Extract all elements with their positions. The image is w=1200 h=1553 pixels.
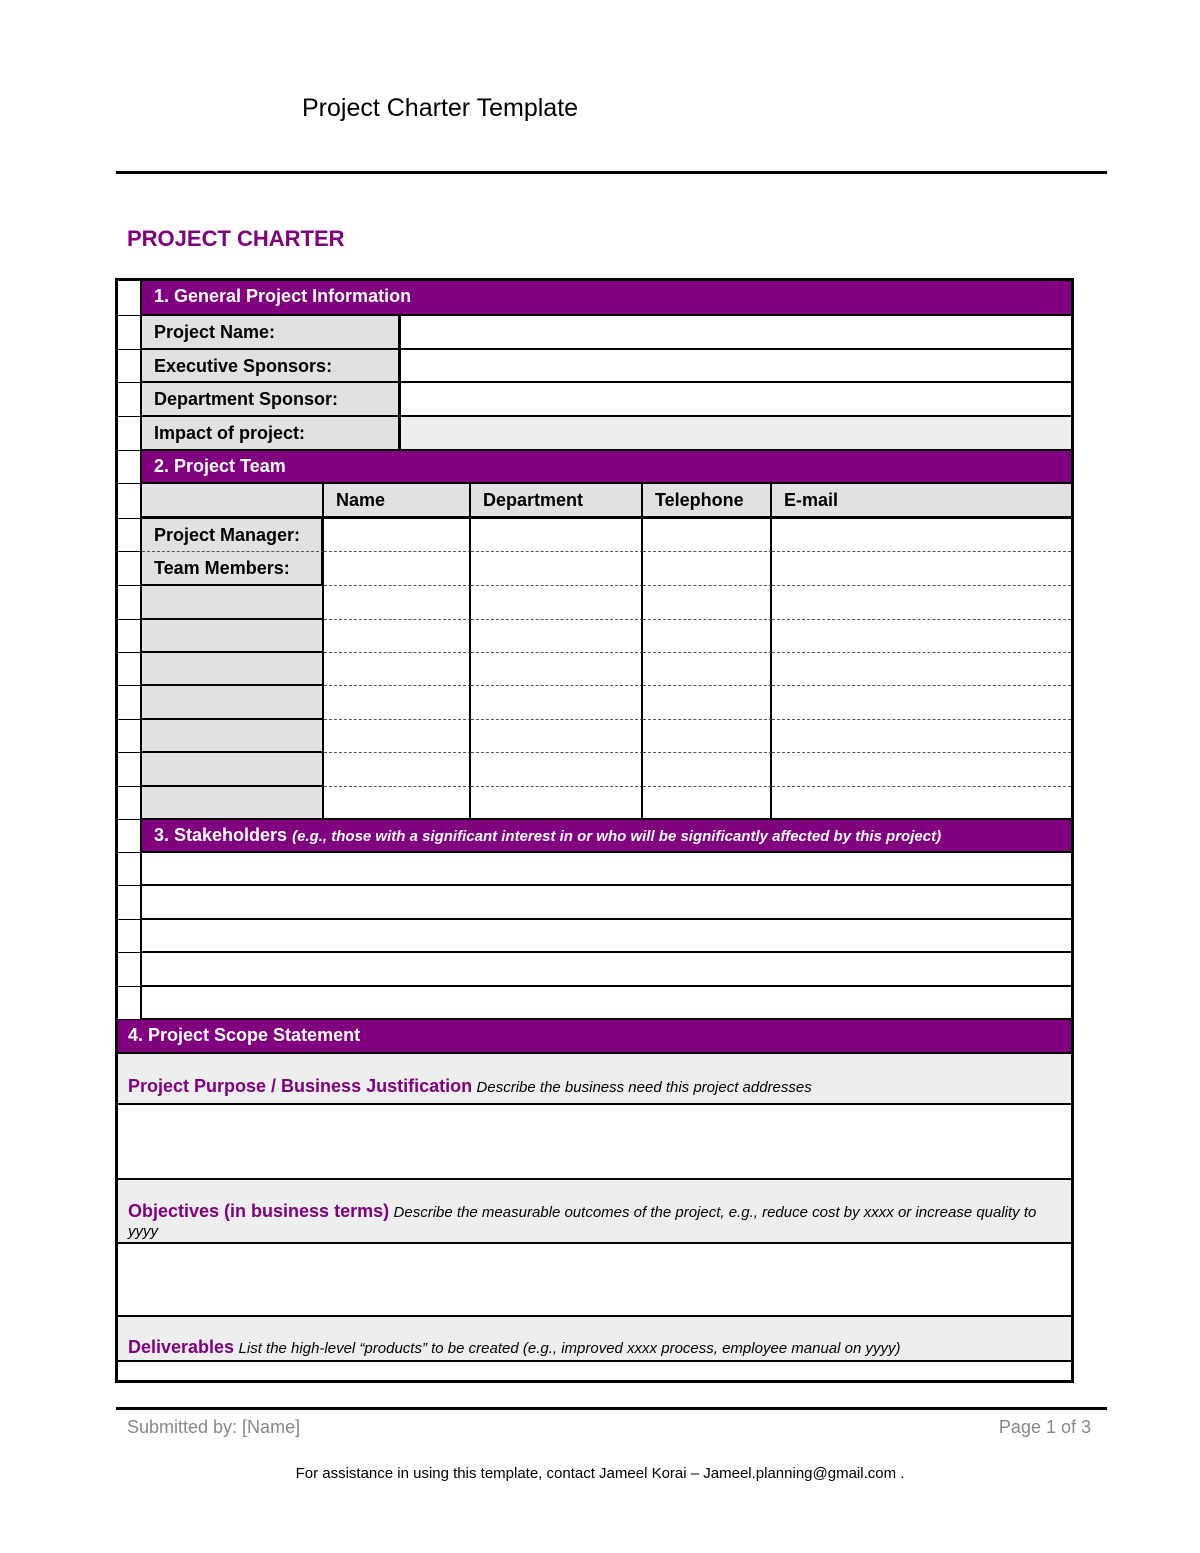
team-name-field[interactable] — [324, 653, 471, 686]
team-email-field[interactable] — [772, 620, 1071, 653]
row-marker — [118, 787, 142, 820]
team-member-row — [118, 720, 1071, 753]
assistance-note: For assistance in using this template, contact Jameel Korai – Jameel.planning@gmail.com . — [295, 1465, 905, 1482]
team-member-row — [118, 653, 1071, 686]
row-marker — [118, 484, 142, 519]
purpose-header — [118, 1054, 1071, 1105]
row-marker — [118, 820, 142, 853]
column-header-name: Name — [324, 484, 471, 519]
executive-sponsors-field[interactable] — [401, 350, 1071, 383]
section1-title: 1. General Project Information — [142, 281, 1071, 316]
section3-note: (e.g., those with a significant interest in or who will be significantly affected by this project) — [292, 828, 942, 845]
top-divider — [116, 171, 1107, 174]
row-marker — [118, 953, 142, 987]
purpose-description: Describe the business need this project addresses — [476, 1079, 812, 1096]
executive-sponsors-row — [118, 350, 1071, 383]
section4-title: 4. Project Scope Statement — [118, 1020, 1071, 1054]
row-marker — [118, 653, 142, 686]
row-marker — [118, 350, 142, 383]
row-marker — [118, 753, 142, 787]
deliverables-header — [118, 1317, 1071, 1362]
stakeholder-field[interactable] — [142, 853, 1071, 886]
row-marker — [118, 281, 142, 316]
team-department-field[interactable] — [471, 620, 643, 653]
team-department-field[interactable] — [471, 586, 643, 620]
impact-row — [118, 417, 1071, 451]
project-name-row — [118, 316, 1071, 350]
stakeholder-row — [118, 953, 1071, 987]
executive-sponsors-label: Executive Sponsors: — [142, 350, 401, 383]
team-role-field[interactable] — [142, 753, 324, 787]
team-member-row — [118, 620, 1071, 653]
team-header-row — [118, 484, 1071, 519]
stakeholder-row — [118, 920, 1071, 953]
team-telephone-field[interactable] — [643, 720, 772, 753]
team-member-row — [118, 787, 1071, 820]
team-email-field[interactable] — [772, 653, 1071, 686]
team-member-row — [118, 586, 1071, 620]
project-manager-row — [118, 519, 1071, 552]
row-marker — [118, 720, 142, 753]
impact-label: Impact of project: — [142, 417, 401, 451]
impact-field[interactable] — [401, 417, 1071, 451]
team-email-field[interactable] — [772, 552, 1071, 586]
deliverables-title: Deliverables — [128, 1337, 235, 1357]
section3-title: 3. Stakeholders — [154, 825, 288, 845]
column-header-telephone: Telephone — [643, 484, 772, 519]
row-marker — [118, 316, 142, 350]
page-number: Page 1 of 3 — [998, 1417, 1091, 1437]
purpose-field[interactable] — [118, 1105, 1071, 1180]
deliverables-description: List the high-level “products” to be created (e.g., improved xxxx process, employee manual on yyyy) — [238, 1340, 901, 1357]
team-name-field[interactable] — [324, 720, 471, 753]
team-department-field[interactable] — [471, 552, 643, 586]
team-name-field[interactable] — [324, 753, 471, 787]
team-telephone-field[interactable] — [643, 586, 772, 620]
objectives-body-row — [118, 1244, 1071, 1317]
stakeholder-row — [118, 987, 1071, 1020]
team-email-field[interactable] — [772, 686, 1071, 720]
row-marker — [118, 519, 142, 552]
objectives-header — [118, 1180, 1071, 1244]
row-marker — [118, 920, 142, 953]
section3-header — [142, 820, 1071, 853]
team-department-field[interactable] — [471, 686, 643, 720]
team-name-field[interactable] — [324, 620, 471, 653]
team-email-field[interactable] — [772, 519, 1071, 552]
objectives-title: Objectives (in business terms) — [128, 1201, 390, 1221]
team-department-field[interactable] — [471, 519, 643, 552]
purpose-title: Project Purpose / Business Justification — [128, 1076, 473, 1096]
team-department-field[interactable] — [471, 653, 643, 686]
team-telephone-field[interactable] — [643, 620, 772, 653]
team-department-field[interactable] — [471, 753, 643, 787]
team-name-field[interactable] — [324, 586, 471, 620]
department-sponsor-row — [118, 383, 1071, 417]
stakeholder-field[interactable] — [142, 987, 1071, 1020]
team-name-field[interactable] — [324, 787, 471, 820]
section2-title: 2. Project Team — [142, 451, 1071, 484]
row-marker — [118, 620, 142, 653]
stakeholder-field[interactable] — [142, 920, 1071, 953]
footer-divider — [116, 1407, 1107, 1410]
row-marker — [118, 987, 142, 1020]
team-member-row — [118, 753, 1071, 787]
stakeholder-row — [118, 853, 1071, 886]
team-role-field[interactable] — [142, 686, 324, 720]
document-title: Project Charter Template — [302, 94, 579, 122]
team-members-label: Team Members: — [142, 552, 324, 586]
purpose-body-row — [118, 1105, 1071, 1180]
department-sponsor-label: Department Sponsor: — [142, 383, 401, 417]
team-name-field[interactable] — [324, 519, 471, 552]
row-marker — [118, 853, 142, 886]
team-name-field[interactable] — [324, 686, 471, 720]
row-marker — [118, 586, 142, 620]
team-role-field[interactable] — [142, 653, 324, 686]
team-telephone-field[interactable] — [643, 552, 772, 586]
objectives-description: Describe the measurable outcomes of the project, e.g., reduce cost by xxxx or increase quality to yyyy — [128, 1204, 1037, 1240]
section2-header-row — [118, 451, 1071, 484]
project-name-label: Project Name: — [142, 316, 401, 350]
column-header-department: Department — [471, 484, 643, 519]
charter-heading: PROJECT CHARTER — [127, 226, 345, 251]
team-role-field[interactable] — [142, 720, 324, 753]
column-header-email: E-mail — [772, 484, 1071, 519]
purpose-header-row — [118, 1054, 1071, 1105]
team-email-field[interactable] — [772, 753, 1071, 787]
team-telephone-field[interactable] — [643, 787, 772, 820]
team-telephone-field[interactable] — [643, 519, 772, 552]
row-marker — [118, 552, 142, 586]
stakeholder-row — [118, 886, 1071, 920]
deliverables-header-row — [118, 1317, 1071, 1362]
project-name-field[interactable] — [401, 316, 1071, 350]
stakeholder-field[interactable] — [142, 886, 1071, 920]
row-marker — [118, 417, 142, 451]
team-role-field[interactable] — [142, 787, 324, 820]
section1-header-row — [118, 281, 1071, 316]
objectives-field[interactable] — [118, 1244, 1071, 1317]
team-telephone-field[interactable] — [643, 686, 772, 720]
team-telephone-field[interactable] — [643, 753, 772, 787]
team-header-blank — [142, 484, 324, 519]
project-charter-form — [115, 278, 1074, 1383]
team-member-row — [118, 686, 1071, 720]
team-email-field[interactable] — [772, 787, 1071, 820]
team-telephone-field[interactable] — [643, 653, 772, 686]
team-email-field[interactable] — [772, 586, 1071, 620]
stakeholder-field[interactable] — [142, 953, 1071, 987]
team-department-field[interactable] — [471, 720, 643, 753]
team-department-field[interactable] — [471, 787, 643, 820]
team-name-field[interactable] — [324, 552, 471, 586]
deliverables-field[interactable] — [118, 1362, 1071, 1380]
row-marker — [118, 686, 142, 720]
row-marker — [118, 383, 142, 417]
project-manager-label: Project Manager: — [142, 519, 324, 552]
deliverables-body-row — [118, 1362, 1071, 1380]
objectives-header-row — [118, 1180, 1071, 1244]
section3-header-row — [118, 820, 1071, 853]
team-role-field[interactable] — [142, 586, 324, 620]
row-marker — [118, 886, 142, 920]
section4-header-row — [118, 1020, 1071, 1054]
team-email-field[interactable] — [772, 720, 1071, 753]
row-marker — [118, 451, 142, 484]
team-role-field[interactable] — [142, 620, 324, 653]
department-sponsor-field[interactable] — [401, 383, 1071, 417]
team-members-row — [118, 552, 1071, 586]
submitted-by: Submitted by: [Name] — [127, 1417, 301, 1437]
